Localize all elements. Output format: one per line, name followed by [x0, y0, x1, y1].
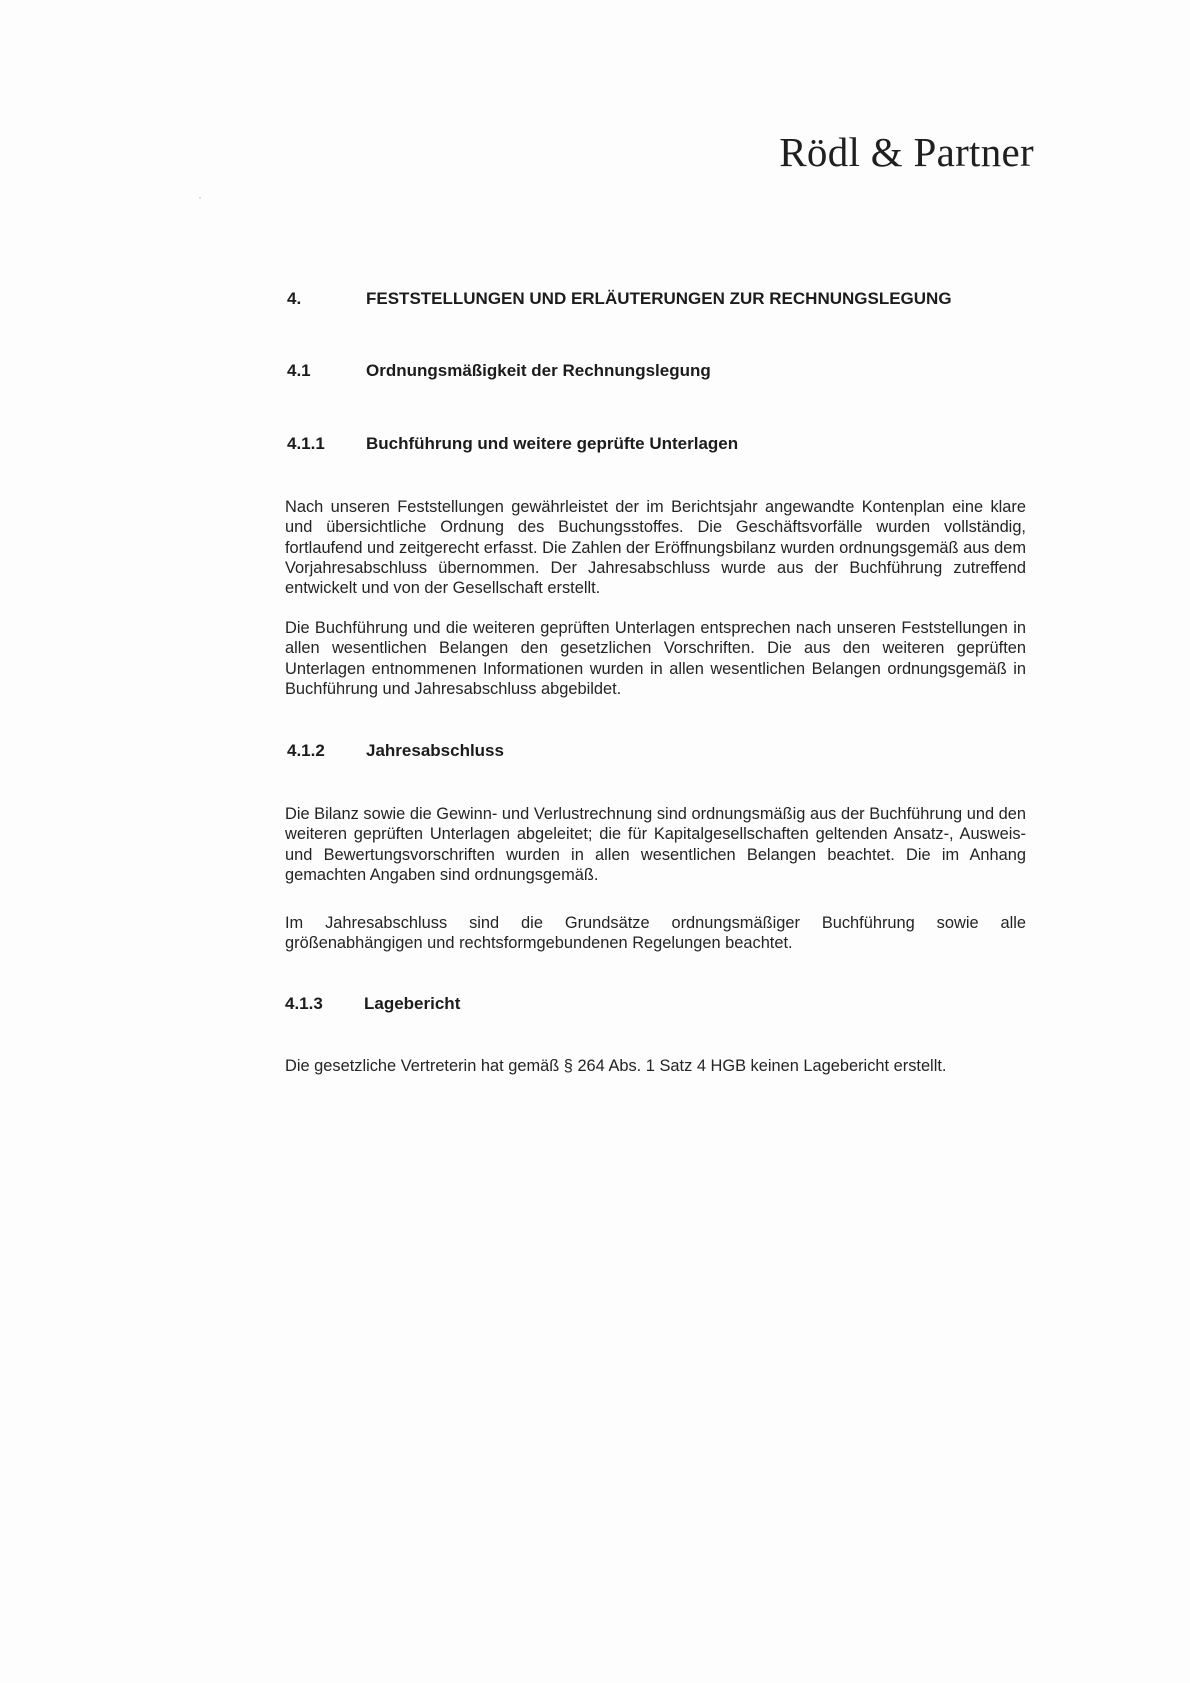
paragraph: Die Bilanz sowie die Gewinn- und Verlustrechnung sind ordnungsmäßig aus der Buchführung und den weiteren geprüften Unterlagen abgeleitet; die für Kapitalgesellschaften geltenden Ansatz-, Ausweis- und Bewertungsvorschriften wurden in allen wesentlichen Belangen beachtet. Die im Anhang gemachten Angaben sind ordnungsgemäß. [285, 805, 1026, 884]
section-heading-4-1 [287, 361, 711, 381]
section-title: Ordnungsmäßigkeit der Rechnungslegung [366, 361, 711, 380]
paragraph: Im Jahresabschluss sind die Grundsätze ordnungsmäßiger Buchführung sowie alle größenabhängigen und rechtsformgebundenen Regelungen beachtet. [285, 914, 1026, 953]
section-number: 4.1 [287, 361, 311, 380]
paragraph: Die Buchführung und die weiteren geprüften Unterlagen entsprechen nach unseren Feststellungen in allen wesentlichen Belangen den gesetzlichen Vorschriften. Die aus den weiteren geprüften Unterlagen entnommenen Informationen wurden in allen wesentlichen Belangen ordnungsgemäß in Buchführung und Jahresabschluss abgebildet. [285, 619, 1026, 698]
section-number: 4.1.3 [285, 994, 323, 1013]
section-heading-4-1-3 [285, 994, 460, 1014]
section-heading-4-1-1 [287, 434, 738, 454]
paragraph: Die gesetzliche Vertreterin hat gemäß § 264 Abs. 1 Satz 4 HGB keinen Lagebericht erstellt. [285, 1057, 947, 1075]
paragraph: Nach unseren Feststellungen gewährleistet der im Berichtsjahr angewandte Kontenplan eine klare und übersichtliche Ordnung des Buchungsstoffes. Die Geschäftsvorfälle wurden vollständig, fortlaufend und zeitgerecht erfasst. Die Zahlen der Eröffnungsbilanz wurden ordnungsgemäß aus dem Vorjahresabschluss übernommen. Der Jahresabschluss wurde aus der Buchführung zutreffend entwickelt und von der Gesellschaft erstellt. [285, 498, 1026, 598]
section-title: FESTSTELLUNGEN UND ERLÄUTERUNGEN ZUR RECHNUNGSLEGUNG [366, 289, 952, 308]
section-heading-4-1-2 [287, 741, 504, 761]
section-heading-4 [287, 289, 952, 309]
section-number: 4.1.2 [287, 741, 325, 760]
section-number: 4.1.1 [287, 434, 325, 453]
company-logo: Rödl & Partner [779, 129, 1034, 175]
section-title: Lagebericht [364, 994, 461, 1013]
scan-speck [199, 197, 201, 199]
section-title: Jahresabschluss [366, 741, 504, 760]
section-title: Buchführung und weitere geprüfte Unterlagen [366, 434, 739, 453]
section-number: 4. [287, 289, 302, 308]
